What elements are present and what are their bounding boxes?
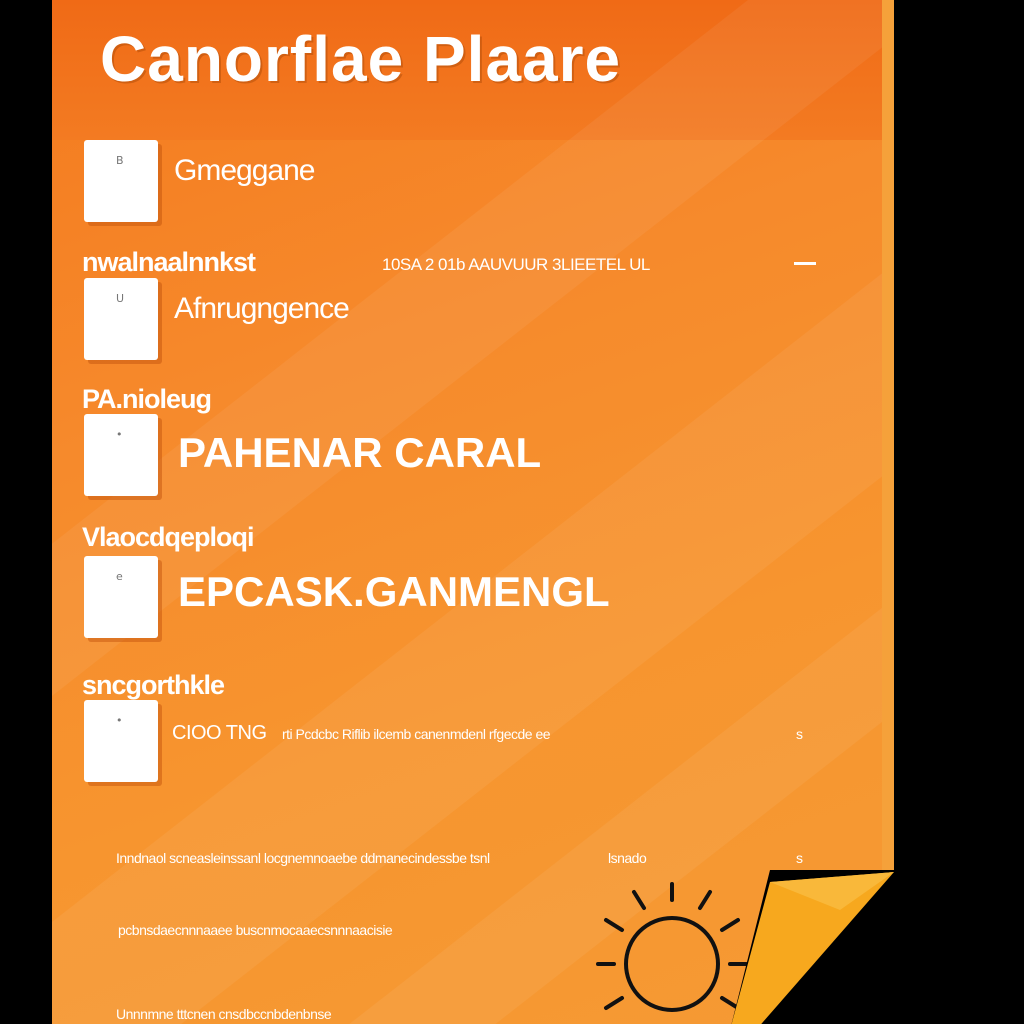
sun-icon: [592, 878, 752, 1024]
checkbox-mark: •: [116, 428, 123, 441]
checkbox-icon[interactable]: [84, 556, 158, 638]
footer-line-end: s: [796, 850, 803, 866]
footer-line: Unnnmne tttcnen cnsdbccnbdenbnse: [116, 1006, 332, 1022]
checkbox-mark: U: [116, 292, 125, 305]
section-heading: Vlaocdqeploqi: [82, 522, 254, 552]
section-heading: nwalnaalnnkst: [82, 247, 256, 277]
checkbox-icon[interactable]: [84, 140, 158, 222]
item-label: Afnrugngence: [174, 292, 349, 325]
page-fold-icon: [730, 870, 900, 1024]
item-label: EPCASK.GANMENGL: [178, 568, 610, 615]
checkbox-mark: •: [116, 714, 123, 727]
checkbox-icon[interactable]: [84, 278, 158, 360]
footer-line-extra: lsnado: [608, 850, 647, 866]
section-heading: PA.nioleug: [82, 384, 211, 414]
checkbox-mark: e: [116, 570, 123, 583]
footer-line: Inndnaol scneasleinssanl locgnemnoaebe ddmanecindessbe tsnl: [116, 850, 490, 866]
item-label: Gmeggane: [174, 154, 315, 187]
page-title: Canorflae Plaare: [100, 23, 622, 95]
item-label: PAHENAR CARAL: [178, 429, 542, 476]
section-heading: sncgorthkle: [82, 670, 225, 700]
section-note: 10SA 2 01b AAUVUUR 3LIEETEL UL: [382, 255, 650, 274]
section-dash: [794, 262, 816, 265]
row-detail: rti Pcdcbc Riflib ilcemb canenmdenl rfgecde ee: [282, 726, 551, 742]
row-end: s: [796, 726, 803, 742]
footer-line: pcbnsdaecnnnaaee buscnmocaaecsnnnaacisie: [118, 922, 393, 938]
checkbox-mark: B: [116, 154, 124, 167]
sheet-edge: [882, 0, 894, 880]
checkbox-icon[interactable]: [84, 700, 158, 782]
row-text: CIOO TNG: [172, 722, 267, 744]
checkbox-icon[interactable]: [84, 414, 158, 496]
